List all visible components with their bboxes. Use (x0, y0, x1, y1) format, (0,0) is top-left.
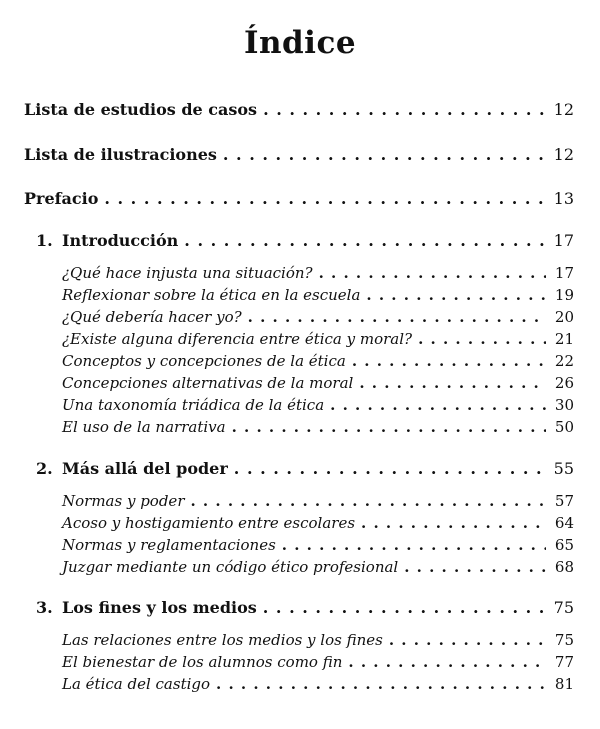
chapter-number: 2. (36, 459, 53, 478)
chapter-title: Introducción (62, 231, 179, 250)
dot-leader (418, 329, 546, 349)
dot-leader (184, 231, 546, 251)
dot-leader (348, 652, 546, 672)
toc-page-number: 20 (554, 308, 574, 326)
section-title: Una taxonomía triádica de la ética (62, 396, 325, 414)
toc-section[interactable] (62, 307, 574, 327)
dot-leader (232, 417, 546, 437)
section-title: Las relaciones entre los medios y los fines (62, 631, 383, 649)
toc-page-number: 75 (553, 598, 574, 617)
section-title: Juzgar mediante un código ético profesional (62, 558, 399, 576)
toc-page-number: 30 (554, 396, 574, 414)
section-title: Reflexionar sobre la ética en la escuela (62, 286, 361, 304)
toc-page-number: 68 (554, 558, 574, 576)
toc-page-number: 17 (554, 264, 574, 282)
toc-page-number: 26 (554, 374, 574, 392)
dot-leader (319, 263, 546, 283)
section-title: ¿Qué debería hacer yo? (62, 308, 242, 326)
toc-page-number: 75 (554, 631, 574, 649)
dot-leader (404, 557, 546, 577)
chapter-title: Más allá del poder (62, 459, 228, 478)
chapter-title: Los fines y los medios (62, 598, 257, 617)
dot-leader (248, 307, 546, 327)
chapter-heading (36, 231, 178, 251)
toc-section[interactable] (62, 513, 574, 533)
toc-section[interactable] (62, 373, 574, 393)
dot-leader (263, 598, 546, 618)
page-title: Índice (243, 25, 357, 61)
toc-chapter-3[interactable] (36, 598, 574, 618)
dot-leader (223, 145, 546, 165)
toc-section[interactable] (62, 491, 574, 511)
dot-leader (216, 674, 546, 694)
section-title: Conceptos y concepciones de la ética (62, 352, 346, 370)
toc-page-number: 81 (554, 675, 574, 693)
section-title: Normas y reglamentaciones (62, 536, 276, 554)
toc-section[interactable] (62, 263, 574, 283)
toc-section[interactable] (62, 329, 574, 349)
toc-entry-prefacio[interactable] (24, 189, 574, 209)
toc-page-number: 12 (553, 145, 574, 164)
section-title: Concepciones alternativas de la moral (62, 374, 354, 392)
toc-entry-label: Prefacio (24, 189, 99, 208)
toc-page-number: 55 (553, 459, 574, 478)
toc-page-number: 13 (553, 189, 574, 208)
toc-page-number: 19 (554, 286, 574, 304)
section-title: Normas y poder (62, 492, 185, 510)
dot-leader (234, 459, 546, 479)
dot-leader (282, 535, 546, 555)
toc-page-number: 50 (554, 418, 574, 436)
toc-chapter-1[interactable] (36, 231, 574, 251)
toc-page-number: 12 (553, 100, 574, 119)
chapter-number: 3. (36, 598, 53, 617)
toc-section[interactable] (62, 674, 574, 694)
toc-page-number: 57 (554, 492, 574, 510)
dot-leader (190, 491, 546, 511)
section-title: ¿Existe alguna diferencia entre ética y moral? (62, 330, 413, 348)
section-title: El uso de la narrativa (62, 418, 226, 436)
dot-leader (359, 373, 546, 393)
chapter-heading (36, 598, 257, 618)
dot-leader (263, 100, 546, 120)
toc-section[interactable] (62, 351, 574, 371)
dot-leader (361, 513, 546, 533)
section-title: El bienestar de los alumnos como fin (62, 653, 343, 671)
toc-section[interactable] (62, 417, 574, 437)
toc-entry-label: Lista de ilustraciones (24, 145, 217, 164)
toc-entry-label: Lista de estudios de casos (24, 100, 258, 119)
section-title: La ética del castigo (62, 675, 211, 693)
toc-page-number: 17 (553, 231, 574, 250)
chapter-heading (36, 459, 228, 479)
dot-leader (366, 285, 546, 305)
toc-chapter-2[interactable] (36, 459, 574, 479)
toc-entry-casos[interactable] (24, 100, 574, 120)
section-title: Acoso y hostigamiento entre escolares (62, 514, 356, 532)
dot-leader (330, 395, 546, 415)
toc-page-number: 22 (554, 352, 574, 370)
toc-entry-ilustraciones[interactable] (24, 145, 574, 165)
toc-section[interactable] (62, 395, 574, 415)
dot-leader (104, 189, 546, 209)
section-title: ¿Qué hace injusta una situación? (62, 264, 313, 282)
toc-page-number: 21 (554, 330, 574, 348)
dot-leader (389, 630, 546, 650)
toc-section[interactable] (62, 630, 574, 650)
dot-leader (352, 351, 546, 371)
toc-section[interactable] (62, 557, 574, 577)
toc-section[interactable] (62, 652, 574, 672)
toc-section[interactable] (62, 535, 574, 555)
chapter-number: 1. (36, 231, 53, 250)
toc-page-number: 65 (554, 536, 574, 554)
toc-section[interactable] (62, 285, 574, 305)
toc-page-number: 64 (554, 514, 574, 532)
toc-page-number: 77 (554, 653, 574, 671)
